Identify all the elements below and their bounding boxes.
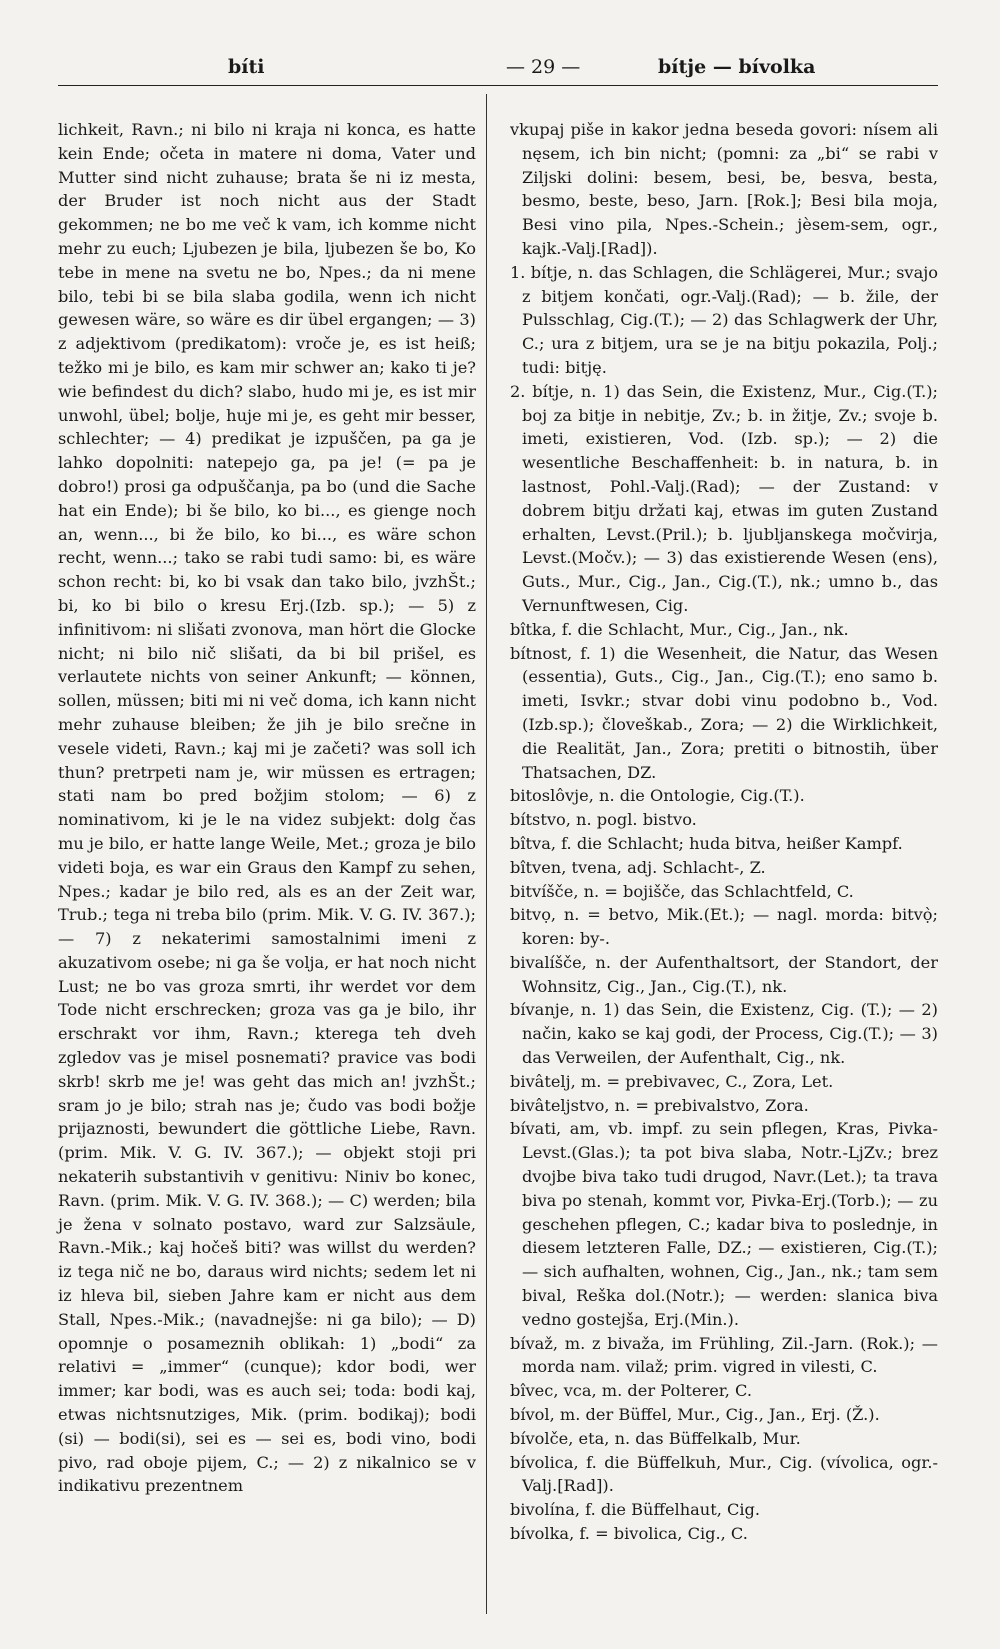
dictionary-entry: bîtka, f. die Schlacht, Mur., Cig., Jan., nk.	[510, 619, 849, 639]
dictionary-entry: 2. bítje, n. 1) das Sein, die Existenz, Mur., Cig.(T.); boj za bitje in nebitje, Zv.; b. in žitje, Zv.; svoje b. imeti, existieren, Vod. (Izb. sp.); — 2) die wesentliche Beschaffenheit: b. in natura, b. in lastnost, Pohl.-Valj.(Rad); — der Zustand: v dobrem bitju držati kaj, etwas im guten Zustand erhalten, Levst.(Pril.); b. ljubljanskega močvirja, Levst.(Močv.); — 3) das existierende Wesen (ens), Guts., Mur., Cig., Jan., Cig.(T.), nk.; umno b., das Vernunftwesen, Cig.	[510, 381, 938, 615]
dictionary-entry: bítnost, f. 1) die Wesenheit, die Natur, das Wesen (essentia), Guts., Cig., Jan., Cig.(T.); eno samo b. imeti, Isvkr.; stvar dobi vinu podobno b., Vod.(Izb.sp.); človeškab., Zora; — 2) die Wirklichkeit, die Realität, Jan., Zora; pretiti o bitnostih, über Thatsachen, DZ.	[510, 643, 938, 782]
dictionary-entry: bitvíšče, n. = bojišče, das Schlachtfeld, C.	[510, 881, 854, 901]
page-number: — 29 —	[506, 56, 581, 78]
header-right-guide-words: bítje — bívolka	[658, 56, 816, 78]
right-column	[510, 118, 938, 1546]
dictionary-entry: bivalíšče, n. der Aufenthaltsort, der Standort, der Wohnsitz, Cig., Jan., Cig.(T.), nk.	[510, 952, 938, 996]
entry-continuation: lichkeit, Ravn.; ni bilo ni kraja ni konca, es hatte kein Ende; očeta in matere ni doma, Vater und Mutter sind nicht zuhause; brata še ni iz mesta, der Bruder ist noch nicht aus der Stadt gekommen; ne bo me več k vam, ich komme nicht mehr zu euch; Ljubezen je bila, ljubezen še bo, Ko tebe in mene na svetu ne bo, Npes.; da ni mene bilo, tebi bi se bila slaba godila, wenn ich nicht gewesen wäre, so wäre es dir übel ergangen; — 3) z adjektivom (predikatom): vroče je, es ist heiß; težko mi je bilo, es kam mir schwer an; kako ti je? wie befindest du dich? slabo, hudo mi je, es ist mir unwohl, übel; bolje, huje mi je, es geht mir besser, schlechter; — 4) predikat je izpuščen, pa ga je lahko dopolniti: natepejo ga, pa je! (= pa je dobro!) prosi ga odpuščanja, pa bo (und die Sache hat ein Ende); bi še bilo, ko bi..., es gienge noch an, wenn..., bi že bilo, ko bi..., es wäre schon recht, wenn...; tako se rabi tudi samo: bi, es wäre schon recht: bi, ko bi vsak dan tako bilo, jvzhŠt.; bi, ko bi bilo o kresu Erj.(Izb. sp.); — 5) z infinitivom: ni slišati zvonova, man hört die Glocke nicht; ni bilo nič slišati, da bi bil prišel, es verlautete nichts von seiner Ankunft; — können, sollen, müssen; biti mi ni več doma, ich kann nicht mehr zuhause bleiben; že jih je bilo srečne in vesele videti, Ravn.; kaj mi je začeti? was soll ich thun? pretrpeti nam je, wir müssen es ertragen; stati nam bo pred božjim stolom; — 6) z nominativom, ki je le na videz subjekt: dolg čas mu je bilo, er hatte lange Weile, Met.; groza je bilo videti boja, es war ein Graus den Kampf zu sehen, Npes.; kadar je bilo red, als es an der Zeit war, Trub.; tega ni treba bilo (prim. Mik. V. G. IV. 367.); — 7) z nekaterimi samostalnimi imeni z akuzativom osebe; ni ga še volja, er hat noch nicht Lust; ne bo vas groza smrti, ihr werdet vor dem Tode nicht erschrecken; groza vas ga je bilo, ihr erschrakt vor ihm, Ravn.; kterega teh dveh zgledov vas je misel posnemati? pravice vas bodi skrb! skrb me je! was geht das mich an! jvzhŠt.; sram jo je bilo; strah nas je; čudo vas bodi božje prijaznosti, bewundert die göttliche Liebe, Ravn. (prim. Mik. V. G. IV. 367.); — objekt stoji pri nekaterih substantivih v genitivu: Niniv bo konec, Ravn. (prim. Mik. V. G. IV. 368.); — C) werden; bila je žena v solnato postavo, ward zur Salzsäule, Ravn.-Mik.; kaj hočeš biti? was willst du werden? iz tega nič ne bo, daraus wird nichts; sedem let ni iz hleva bil, sieben Jahre kam er nicht aus dem Stall, Npes.-Mik.; (navadnejše: ni ga bilo); — D) opomnje o posameznih oblikah: 1) „bodi“ za relativi = „immer“ (cunque); kdor bodi, wer immer; kar bodi, was es auch sei; toda: bodi kaj, etwas nichtsnutziges, Mik. (prim. bodikaj); bodi (si) — bodi(si), sei es — sei es, bodi vino, bodi pivo, rad oboje pijem, C.; — 2) z nikalnico se v indikativu prezentnem	[58, 120, 476, 1496]
dictionary-entry: bivâtelj, m. = prebivavec, C., Zora, Let.	[510, 1071, 834, 1091]
dictionary-entry: bívol, m. der Büffel, Mur., Cig., Jan., Erj. (Ž.).	[510, 1405, 880, 1425]
entry-continuation: vkupaj piše in kakor jedna beseda govori: nísem ali nęsem, ich bin nicht; (pomni: za „bi“ se rabi v Ziljski dolini: besem, besi, be, besva, besta, besmo, beste, beso, Jarn. [Rok.]; Besi bila moja, Besi vino pila, Npes.-Schein.; jèsem-sem, ogr., kajk.-Valj.[Rad]).	[510, 120, 938, 258]
header-left-guide-word: bíti	[228, 56, 265, 78]
dictionary-entry: bivolína, f. die Büffelhaut, Cig.	[510, 1500, 761, 1520]
dictionary-entry: bîtven, tvena, adj. Schlacht-, Z.	[510, 857, 766, 877]
dictionary-entry: bitvọ, n. = betvo, Mik.(Et.); — nagl. morda: bitvọ̀; koren: by-.	[510, 905, 938, 949]
header-rule	[58, 85, 938, 86]
dictionary-entry: bítstvo, n. pogl. bistvo.	[510, 810, 697, 830]
column-divider	[486, 94, 487, 1614]
dictionary-entry: bívanje, n. 1) das Sein, die Existenz, Cig. (T.); — 2) način, kako se kaj godi, der Process, Cig.(T.); — 3) das Verweilen, der Aufenthalt, Cig., nk.	[510, 1000, 938, 1068]
dictionary-entry: bivâteljstvo, n. = prebivalstvo, Zora.	[510, 1095, 809, 1115]
dictionary-entry: bívolka, f. = bivolica, Cig., C.	[510, 1524, 748, 1544]
dictionary-entry: bívolče, eta, n. das Büffelkalb, Mur.	[510, 1428, 801, 1448]
dictionary-entry: bívaž, m. z bivaža, im Frühling, Zil.-Jarn. (Rok.); — morda nam. vilaž; prim. vigred in vilesti, C.	[510, 1333, 938, 1377]
dictionary-entry: bívati, am, vb. impf. zu sein pflegen, Kras, Pivka-Levst.(Glas.); ta pot biva slaba, Notr.-LjZv.; brez dvojbe biva tako tudi drugod, Navr.(Let.); ta trava biva po stenah, kommt vor, Pivka-Erj.(Torb.); — zu geschehen pflegen, C.; kadar biva to poslednje, in diesem letzteren Falle, DZ.; — existieren, Cig.(T.); — sich aufhalten, wohnen, Cig., Jan., nk.; tam sem bival, Reška dol.(Notr.); — werden: slanica biva vedno gostejša, Erj.(Min.).	[510, 1119, 938, 1329]
left-column	[58, 118, 476, 1498]
dictionary-entry: 1. bítje, n. das Schlagen, die Schlägerei, Mur.; svajo z bitjem končati, ogr.-Valj.(Rad); — b. žile, der Pulsschlag, Cig.(T.); — 2) das Schlagwerk der Uhr, C.; ura z bitjem, ura se je na bitju pokazila, Polj.; tudi: bitję.	[510, 262, 938, 377]
dictionary-entry: bitoslôvje, n. die Ontologie, Cig.(T.).	[510, 786, 805, 806]
dictionary-entry: bîtva, f. die Schlacht; huda bitva, heißer Kampf.	[510, 833, 903, 853]
page-header	[58, 46, 938, 86]
dictionary-entry: bívolica, f. die Büffelkuh, Mur., Cig. (vívolica, ogr.-Valj.[Rad]).	[510, 1452, 938, 1496]
dictionary-entry: bîvec, vca, m. der Polterer, C.	[510, 1381, 753, 1401]
